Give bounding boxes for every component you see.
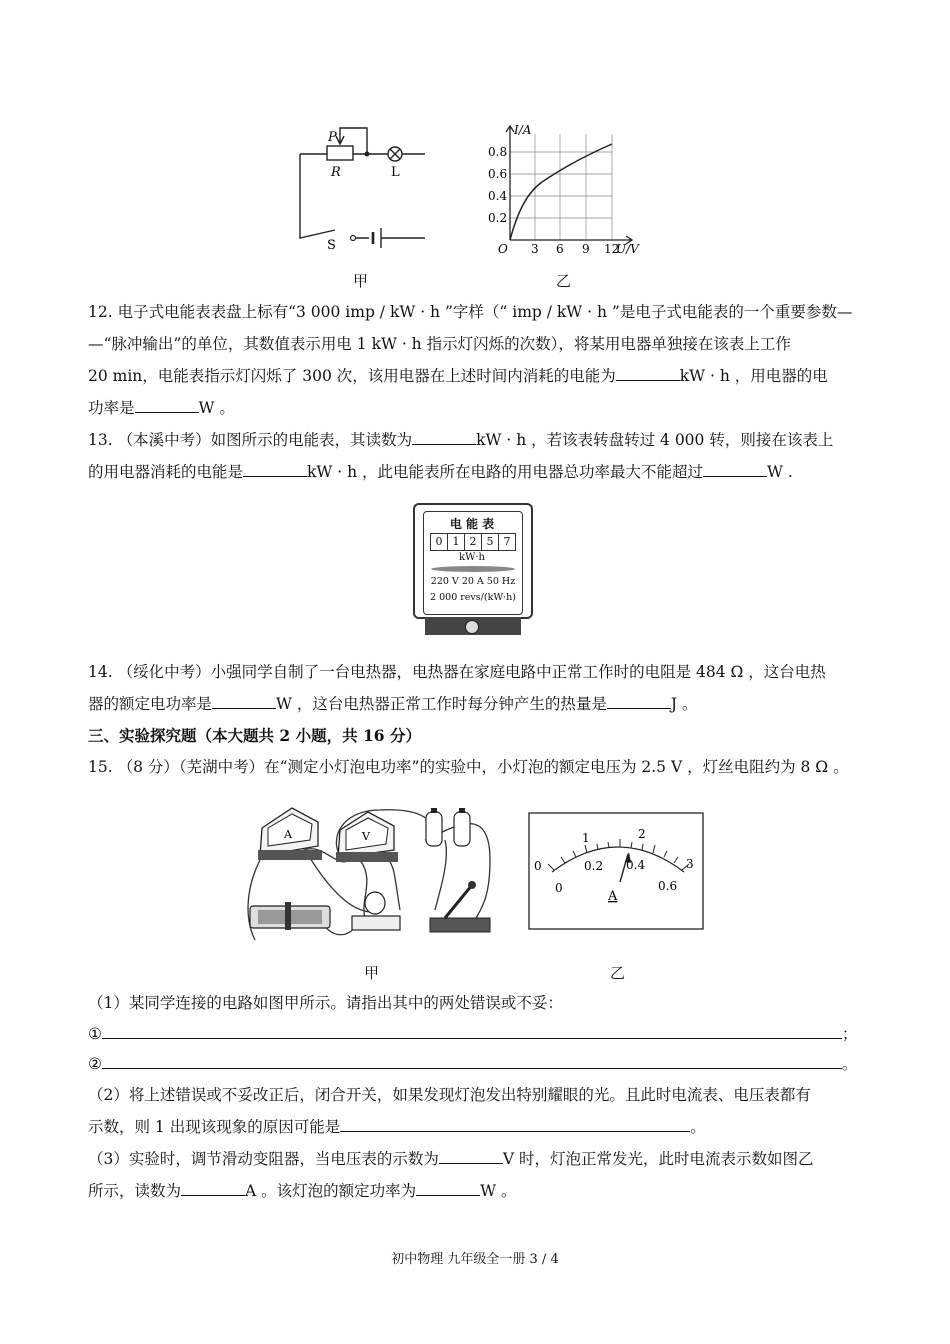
circuit-caption: 甲 [353,272,369,290]
iu-graph [480,120,650,260]
q15-part1: （1）某同学连接的电路如图甲所示。请指出其中的两处错误或不妥： [88,994,563,1012]
q15-part3-mid: A 。该灯泡的额定功率为 [245,1182,417,1200]
q12-line4 [88,398,235,418]
voltmeter-label: V [362,830,370,843]
q15-part3-text2: 所示，读数为 [88,1182,182,1200]
q15-part3-line1 [88,1149,814,1169]
q15-blank-error2[interactable] [102,1054,842,1069]
scale-top: 1 [582,831,590,845]
ammeter-caption: 乙 [610,964,626,982]
q13-line1-text: 13. （本溪中考）如图所示的电能表，其读数为 [88,431,413,449]
label-r: R [331,165,341,180]
q14-line2-text: 器的额定电功率是 [88,695,213,713]
q15-blank-error1[interactable] [102,1024,842,1039]
q14-line1: 14. （绥化中考）小强同学自制了一台电热器，电热器在家庭电路中正常工作时的电阻是 484 Ω ，这台电热 [88,663,826,681]
apparatus-caption: 甲 [364,964,380,982]
x-tick: 6 [556,242,564,256]
meter-disc [429,564,517,574]
meter-spec1: 220 V 20 A 50 Hz [430,576,516,587]
q13-line2-text: 的用电器消耗的电能是 [88,463,244,481]
scale-bottom: 0 [555,881,563,895]
bulb-icon [352,892,400,930]
q13-line2 [88,462,793,482]
origin-label: O [498,242,508,256]
ammeter-symbol: A [608,889,618,904]
x-axis-label: U/V [616,242,639,256]
meter-digit: 1 [448,534,465,550]
q13-line1 [88,430,833,450]
scale-top: 2 [638,827,646,841]
q14-blank-power[interactable] [212,694,276,709]
x-tick: 9 [582,242,590,256]
q15-part2-end: 。 [690,1118,706,1136]
q15-end1: ； [841,1025,858,1043]
meter-digit: 5 [482,534,499,550]
q15-blank-voltage[interactable] [439,1149,503,1164]
page-footer: 初中物理 九年级全一册 3 / 4 [391,1252,559,1267]
q12-blank-power[interactable] [135,398,199,413]
q12-line4-text: 功率是 [88,399,135,417]
q12-line3-unit: kW · h ，用电器的电 [679,367,828,385]
q15-intro: 15. （8 分）（芜湖中考）在“测定小灯泡电功率”的实验中，小灯泡的额定电压为 2.5 V ，灯丝电阻约为 8 Ω 。 [88,758,849,776]
q15-answer2 [88,1054,857,1074]
y-axis-label: I/A [514,123,532,137]
q13-line2-mid: kW · h ，此电能表所在电路的用电器总功率最大不能超过 [307,463,704,481]
y-tick: 0.2 [488,211,508,225]
screw-icon [465,620,479,634]
scale-bottom: 0.6 [658,879,678,893]
resistor-r [327,146,353,160]
q13-blank-maxpower[interactable] [703,462,767,477]
scale-bottom: 0.2 [584,859,604,873]
q15-answer1 [88,1024,857,1044]
q15-blank-current[interactable] [181,1181,245,1196]
meter-digit: 7 [503,535,511,548]
meter-spec2: 2 000 revs/(kW·h) [430,592,516,603]
ammeter-dial [528,812,704,930]
graph-caption: 乙 [556,272,572,290]
scale-top: 3 [686,857,694,871]
q13-line1-rest: kW · h ，若该表转盘转过 4 000 转，则接在该表上 [476,431,834,449]
y-tick: 0.6 [488,167,508,181]
switch-icon [430,881,490,932]
ammeter-label: A [284,828,292,841]
scale-bottom: 0.4 [626,858,646,872]
label-p: P [328,130,337,145]
q15-blank-reason[interactable] [340,1117,690,1132]
y-tick: 0.4 [488,189,508,203]
q15-end2: 。 [841,1055,858,1073]
q14-line2 [88,694,698,714]
circled-one: ① [88,1025,102,1043]
q14-line2-mid: W ，这台电热器正常工作时每分钟产生的热量是 [276,695,607,713]
q12-line4-unit: W 。 [198,399,235,417]
q14-blank-heat[interactable] [607,694,671,709]
energy-meter [413,503,533,635]
meter-digit: 2 [465,534,482,550]
meter-title: 电 能 表 [449,517,495,531]
q15-part3-text: （3）实验时，调节滑动变阻器，当电压表的示数为 [88,1150,439,1168]
y-tick: 0.8 [488,145,508,159]
circled-two: ② [88,1055,102,1073]
ammeter-device [258,808,322,860]
q15-blank-power[interactable] [416,1181,480,1196]
q12-line2: —“脉冲输出”的单位，其数值表示用电 1 kW · h 指示灯闪烁的次数），将某用电器单独接在该表上工作 [88,335,791,353]
q12-blank-energy[interactable] [616,366,680,381]
q14-line2-unit: J 。 [670,695,698,713]
label-s: S [327,238,336,250]
q15-part2-text: 示数，则 1 出现该现象的原因可能是 [88,1118,341,1136]
q13-blank-reading[interactable] [412,430,476,445]
battery-icon [426,808,470,846]
iu-curve [510,144,612,240]
q12-line3 [88,366,828,386]
section-title: 三、实验探究题（本大题共 2 小题，共 16 分） [88,726,421,745]
circuit-diagram [295,120,425,250]
q15-part3-line2 [88,1181,517,1201]
q13-blank-energy[interactable] [243,462,307,477]
x-tick: 12 [604,242,620,256]
q15-part3-unit: W 。 [480,1182,517,1200]
q13-line2-unit: W . [767,463,793,481]
q15-part2-line2 [88,1117,706,1137]
q15-part2-line1: （2）将上述错误或不妥改正后，闭合开关，如果发现灯泡发出特别耀眼的光。且此时电流表、电压表都有 [88,1086,811,1104]
meter-digit: 0 [431,534,448,550]
rheostat-icon [250,902,330,930]
voltmeter-device [336,812,398,862]
x-tick: 3 [531,242,539,256]
meter-digits [430,533,516,551]
label-l: L [391,165,400,180]
apparatus-diagram [240,800,500,945]
meter-unit: kW·h [459,552,485,563]
scale-top: 0 [534,859,542,873]
q12-line3-text: 20 min，电能表指示灯闪烁了 300 次，该用电器在上述时间内消耗的电能为 [88,367,616,385]
q15-part3-rest: V 时，灯泡正常发光，此时电流表示数如图乙 [502,1150,814,1168]
q12-line1: 12. 电子式电能表表盘上标有“3 000 imp / kW · h ”字样（“ imp / kW · h ”是电子式电能表的一个重要参数— [88,303,853,321]
